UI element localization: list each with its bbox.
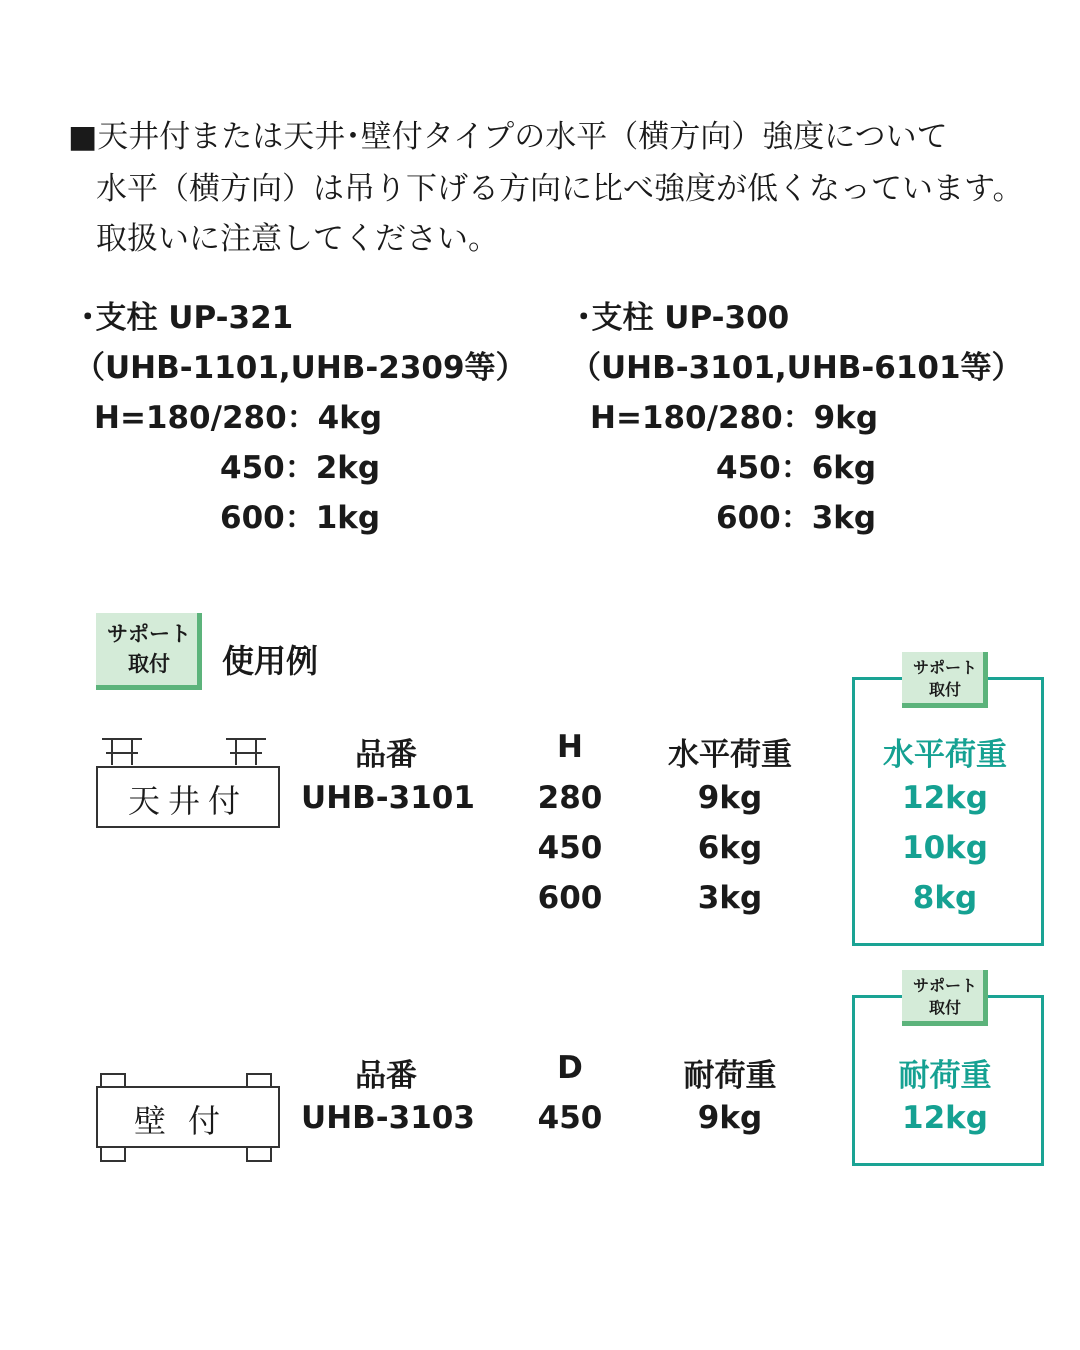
support-load-capacity-header: 耐荷重	[898, 1058, 992, 1094]
support-load-capacity-value: 12kg	[902, 1100, 988, 1136]
intro-line-2: 水平（横方向）は吊り下げる方向に比べ強度が低くなっています。	[96, 171, 1024, 207]
ceiling-load-row-2: 6kg	[697, 830, 763, 866]
ceiling-support-badge-line-2: 取付	[928, 680, 961, 699]
ceiling-h-row-3: 600	[537, 880, 603, 916]
wall-mount-label: 壁付	[133, 1102, 242, 1140]
post-right-models: （UHB-3101,UHB-6101等）	[570, 350, 1023, 386]
ceiling-support-badge-line-1: サポート	[912, 658, 977, 677]
wall-support-badge-line-1: サポート	[912, 976, 977, 995]
ceiling-brackets-icon	[96, 735, 278, 767]
wall-load-value: 9kg	[697, 1100, 763, 1136]
badge-line-1: サポート	[107, 622, 191, 646]
wall-d-value: 450	[537, 1100, 603, 1136]
usage-title: 使用例	[222, 642, 319, 680]
ceiling-part-number: UHB-3101	[301, 780, 475, 816]
post-right-row-3: 600：3kg	[716, 500, 877, 536]
support-horizontal-load-header: 水平荷重	[883, 737, 1007, 773]
support-load-row-1: 12kg	[902, 780, 988, 816]
intro-line-3: 取扱いに注意してください。	[96, 221, 499, 257]
ceiling-h-row-2: 450	[537, 830, 603, 866]
ceiling-mount-label: 天井付	[127, 782, 248, 820]
support-load-row-2: 10kg	[902, 830, 988, 866]
header-part-number: 品番	[355, 737, 417, 773]
support-load-row-3: 8kg	[912, 880, 978, 916]
wall-part-number: UHB-3103	[301, 1100, 475, 1136]
ceiling-load-row-3: 3kg	[697, 880, 763, 916]
post-left-row-1: H=180/280：4kg	[94, 400, 383, 436]
ceiling-load-row-1: 9kg	[697, 780, 763, 816]
wall-header-d: D	[557, 1050, 583, 1086]
badge-line-2: 取付	[128, 652, 170, 676]
post-left-title: ･支柱 UP-321	[80, 300, 294, 336]
post-right-row-2: 450：6kg	[716, 450, 877, 486]
post-left-row-3: 600：1kg	[220, 500, 381, 536]
ceiling-h-row-1: 280	[537, 780, 603, 816]
post-right-title: ･支柱 UP-300	[576, 300, 790, 336]
header-horizontal-load: 水平荷重	[668, 737, 792, 773]
wall-support-badge	[902, 970, 988, 1026]
post-left-models: （UHB-1101,UHB-2309等）	[74, 350, 527, 386]
header-h: H	[557, 729, 583, 765]
post-left-row-2: 450：2kg	[220, 450, 381, 486]
wall-header-part-number: 品番	[355, 1058, 417, 1094]
ceiling-support-badge	[902, 652, 988, 708]
support-mount-badge	[96, 613, 202, 690]
wall-header-load-capacity: 耐荷重	[683, 1058, 777, 1094]
wall-support-badge-line-2: 取付	[928, 998, 961, 1017]
intro-line-1: ■天井付または天井･壁付タイプの水平（横方向）強度について	[68, 119, 948, 155]
post-right-row-1: H=180/280：9kg	[590, 400, 879, 436]
